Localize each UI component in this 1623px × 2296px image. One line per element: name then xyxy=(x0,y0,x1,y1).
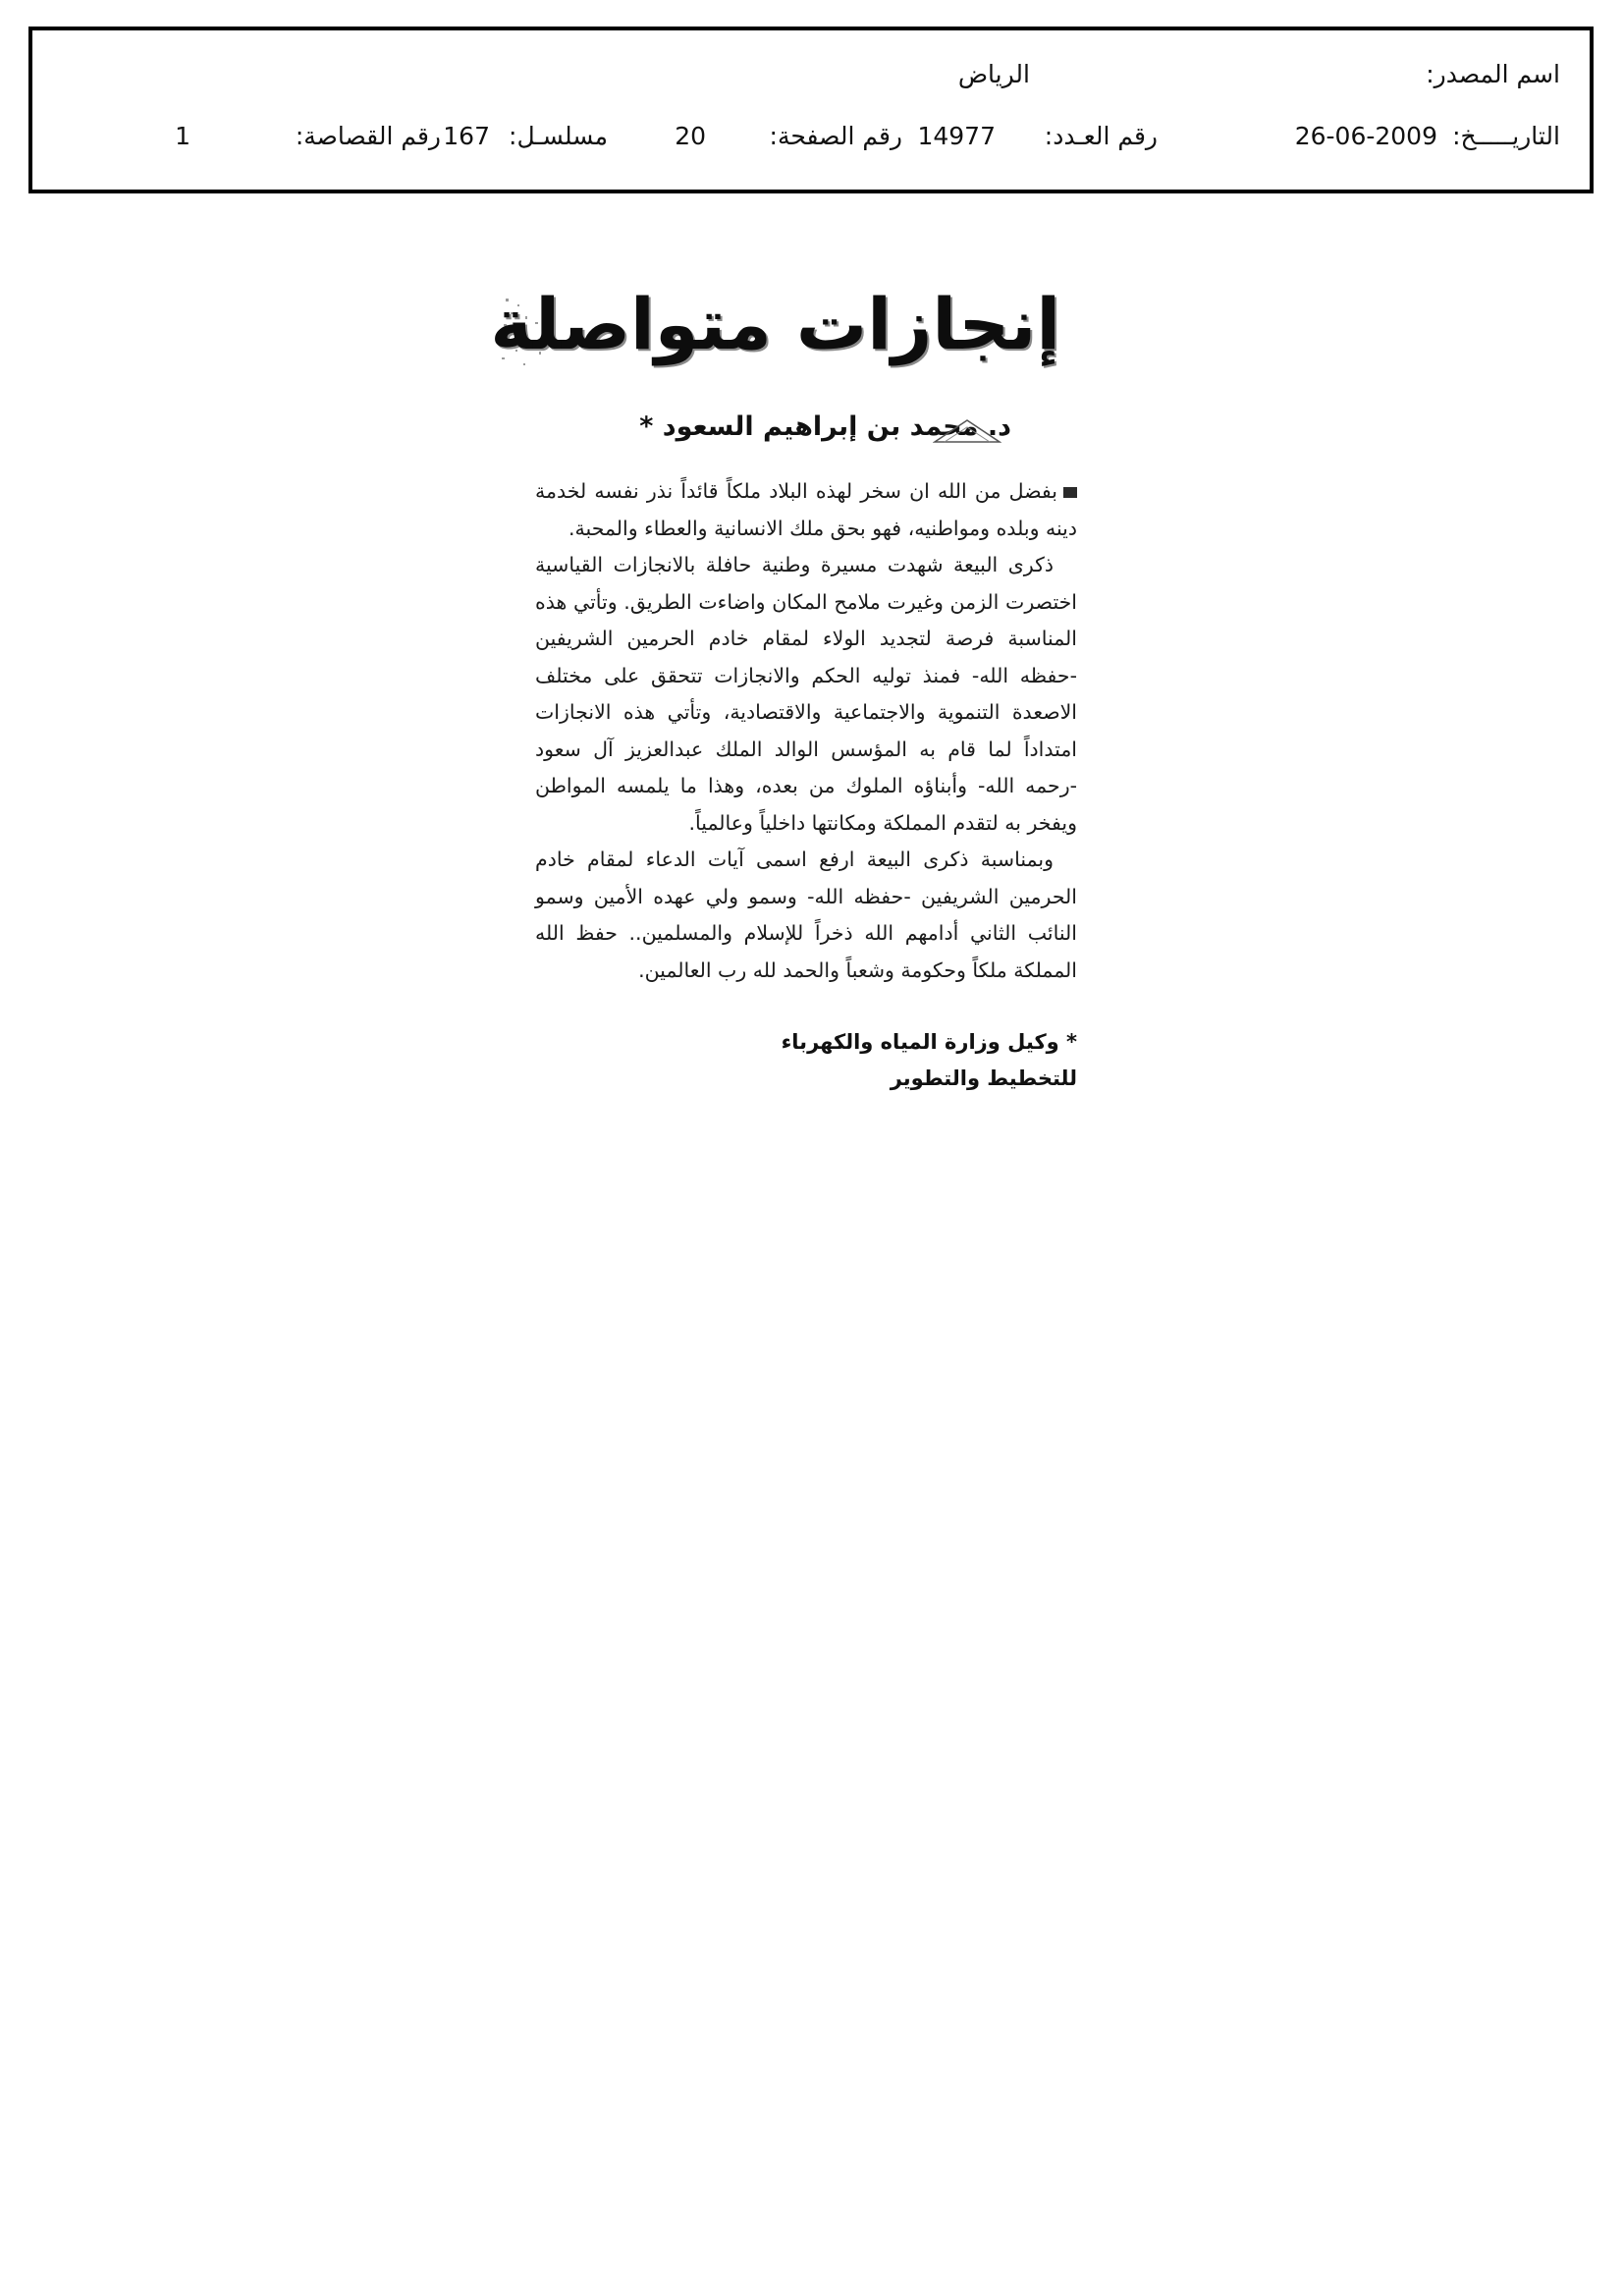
date-label: التاريـــــخ: xyxy=(1452,122,1560,150)
article-title: إنجازات متواصلة xyxy=(490,283,1060,365)
signoff-department: للتخطيط والتطوير xyxy=(890,1066,1077,1090)
article-paragraph: بفضل من الله ان سخر لهذه البلاد ملكاً قائداً نذر نفسه لخدمة دينه وبلده ومواطنيه، فهو بحق ملك الانسانية والعطاء والمحبة. xyxy=(535,479,1077,540)
clipping-header-box xyxy=(28,27,1594,193)
issue-label: رقم العـدد: xyxy=(1044,122,1158,150)
author-signoff xyxy=(535,1024,1077,1097)
serial-value: 167 xyxy=(443,122,490,150)
source-label: اسم المصدر: xyxy=(1426,60,1560,88)
byline-ornament-graphic xyxy=(933,416,1001,446)
bullet-square-icon xyxy=(1063,487,1077,498)
issue-value: 14977 xyxy=(917,122,996,150)
page-label: رقم الصفحة: xyxy=(769,122,902,150)
serial-label: مسلسـل: xyxy=(509,122,608,150)
clip-value: 1 xyxy=(175,122,190,150)
article-byline: د. محمد بن إبراهيم السعود * xyxy=(639,411,1011,442)
signoff-title: * وكيل وزارة المياه والكهرباء xyxy=(781,1030,1077,1054)
article-paragraph: ذكرى البيعة شهدت مسيرة وطنية حافلة بالانجازات القياسية اختصرت الزمن وغيرت ملامح المكان واضاءت الطريق. وتأتي هذه المناسبة فرصة لتجديد الولاء لمقام خادم الحرمين الشريفين -حفظه الله- فمنذ توليه الحكم والانجازات تتحقق على مختلف الاصعدة التنموية والاجتماعية والاقتصادية، وتأتي هذه الانجازات امتداداً لما قام به المؤسس الوالد الملك عبدالعزيز آل سعود -رحمه الله- وأبناؤه الملوك من بعده، وهذا ما يلمسه المواطن ويفخر به لتقدم المملكة ومكانتها داخلياً وعالمياً. xyxy=(535,553,1077,835)
date-value: 26-06-2009 xyxy=(1294,122,1437,150)
page-value: 20 xyxy=(675,122,706,150)
clip-label: رقم القصاصة: xyxy=(295,122,441,150)
source-value: الرياض xyxy=(957,60,1030,88)
article-paragraph: وبمناسبة ذكرى البيعة ارفع اسمى آيات الدعاء لمقام خادم الحرمين الشريفين -حفظه الله- وسمو ولي عهده الأمين وسمو النائب الثاني أدامهم الله ذخراً للإسلام والمسلمين.. حفظ الله المملكة ملكاً وحكومة وشعباً والحمد لله رب العالمين. xyxy=(535,847,1077,982)
article-body xyxy=(535,473,1077,989)
